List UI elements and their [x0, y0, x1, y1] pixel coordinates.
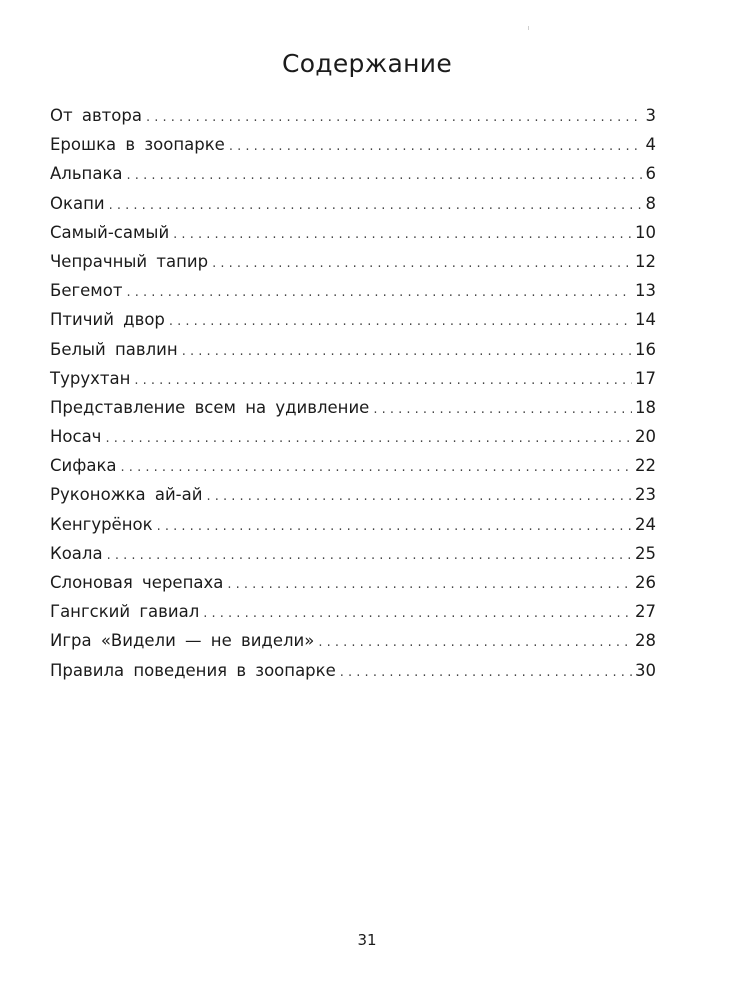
toc-entry-title: Сифака — [50, 456, 117, 476]
toc-entry-title: Коала — [50, 543, 103, 563]
toc-entry-page: 24 — [635, 514, 656, 534]
toc-entry-title: Гангский гавиал — [50, 602, 200, 622]
dot-leader — [121, 453, 632, 482]
toc-entry-page: 13 — [635, 281, 656, 301]
dot-leader — [126, 278, 632, 307]
dot-leader — [318, 628, 632, 657]
toc-entry — [50, 276, 656, 305]
toc-entry-title: Ерошка в зоопарке — [50, 135, 225, 155]
page-number: 31 — [357, 931, 377, 949]
dot-leader — [157, 512, 632, 541]
toc-entry — [50, 568, 656, 597]
toc-entry-page: 16 — [635, 339, 656, 359]
toc-entry-title: Самый-самый — [50, 222, 170, 242]
dot-leader — [227, 570, 632, 599]
toc-entry — [50, 539, 656, 568]
toc-entry-title: От автора — [50, 106, 142, 125]
toc-entry — [50, 480, 656, 509]
toc-entry — [50, 101, 656, 130]
toc-entry-page: 18 — [635, 397, 656, 417]
toc-entry-title: Белый павлин — [50, 339, 178, 359]
toc-entry-page: 4 — [645, 135, 656, 155]
toc-entry — [50, 247, 656, 276]
table-of-contents — [50, 101, 656, 685]
print-speck — [528, 26, 529, 30]
dot-leader — [105, 424, 632, 453]
toc-entry — [50, 422, 656, 451]
toc-entry-title: Чепрачный тапир — [50, 251, 209, 271]
toc-entry-title: Птичий двор — [50, 310, 165, 330]
toc-entry-title: Окапи — [50, 193, 105, 213]
toc-entry — [50, 305, 656, 334]
toc-entry-page: 10 — [635, 222, 656, 242]
toc-entry-page: 3 — [645, 106, 656, 125]
toc-entry-title: Носач — [50, 427, 102, 447]
dot-leader — [134, 366, 632, 395]
toc-entry — [50, 335, 656, 364]
toc-entry — [50, 218, 656, 247]
toc-entry-page: 8 — [645, 193, 656, 213]
toc-entry-page: 17 — [635, 368, 656, 388]
toc-entry-title: Альпака — [50, 164, 123, 184]
toc-entry-page: 12 — [635, 251, 656, 271]
toc-entry-page: 25 — [635, 543, 656, 563]
dot-leader — [109, 191, 643, 220]
dot-leader — [229, 132, 643, 161]
toc-entry-page: 14 — [635, 310, 656, 330]
dot-leader — [173, 220, 632, 249]
toc-entry-title: Кенгурёнок — [50, 514, 153, 534]
toc-entry-title: Турухтан — [50, 368, 131, 388]
dot-leader — [146, 103, 643, 132]
dot-leader — [203, 599, 632, 628]
dot-leader — [373, 395, 632, 424]
toc-entry-title: Игра «Видели — не видели» — [50, 631, 315, 651]
dot-leader — [169, 307, 632, 336]
toc-entry-page: 20 — [635, 427, 656, 447]
dot-leader — [340, 658, 632, 687]
toc-entry — [50, 159, 656, 188]
toc-entry-page: 22 — [635, 456, 656, 476]
toc-entry-title: Руконожка ай-ай — [50, 485, 203, 505]
page-title: Содержание — [281, 49, 453, 78]
toc-entry — [50, 656, 656, 685]
dot-leader — [107, 541, 632, 570]
dot-leader — [127, 161, 643, 190]
toc-entry-title: Представление всем на удивление — [50, 397, 370, 417]
toc-entry — [50, 364, 656, 393]
toc-entry-page: 28 — [635, 631, 656, 651]
toc-entry — [50, 597, 656, 626]
toc-entry — [50, 189, 656, 218]
toc-entry — [50, 510, 656, 539]
toc-entry-page: 27 — [635, 602, 656, 622]
toc-entry-title: Слоновая черепаха — [50, 573, 224, 592]
toc-entry-page: 30 — [635, 660, 656, 680]
toc-entry — [50, 626, 656, 655]
dot-leader — [182, 337, 632, 366]
toc-entry-title: Правила поведения в зоопарке — [50, 660, 336, 680]
toc-entry — [50, 393, 656, 422]
dot-leader — [206, 482, 632, 511]
toc-entry-page: 26 — [635, 573, 656, 592]
dot-leader — [212, 249, 632, 278]
toc-entry-page: 23 — [635, 485, 656, 505]
toc-entry-page: 6 — [645, 164, 656, 184]
toc-entry — [50, 130, 656, 159]
toc-entry-title: Бегемот — [50, 281, 123, 301]
toc-entry — [50, 451, 656, 480]
